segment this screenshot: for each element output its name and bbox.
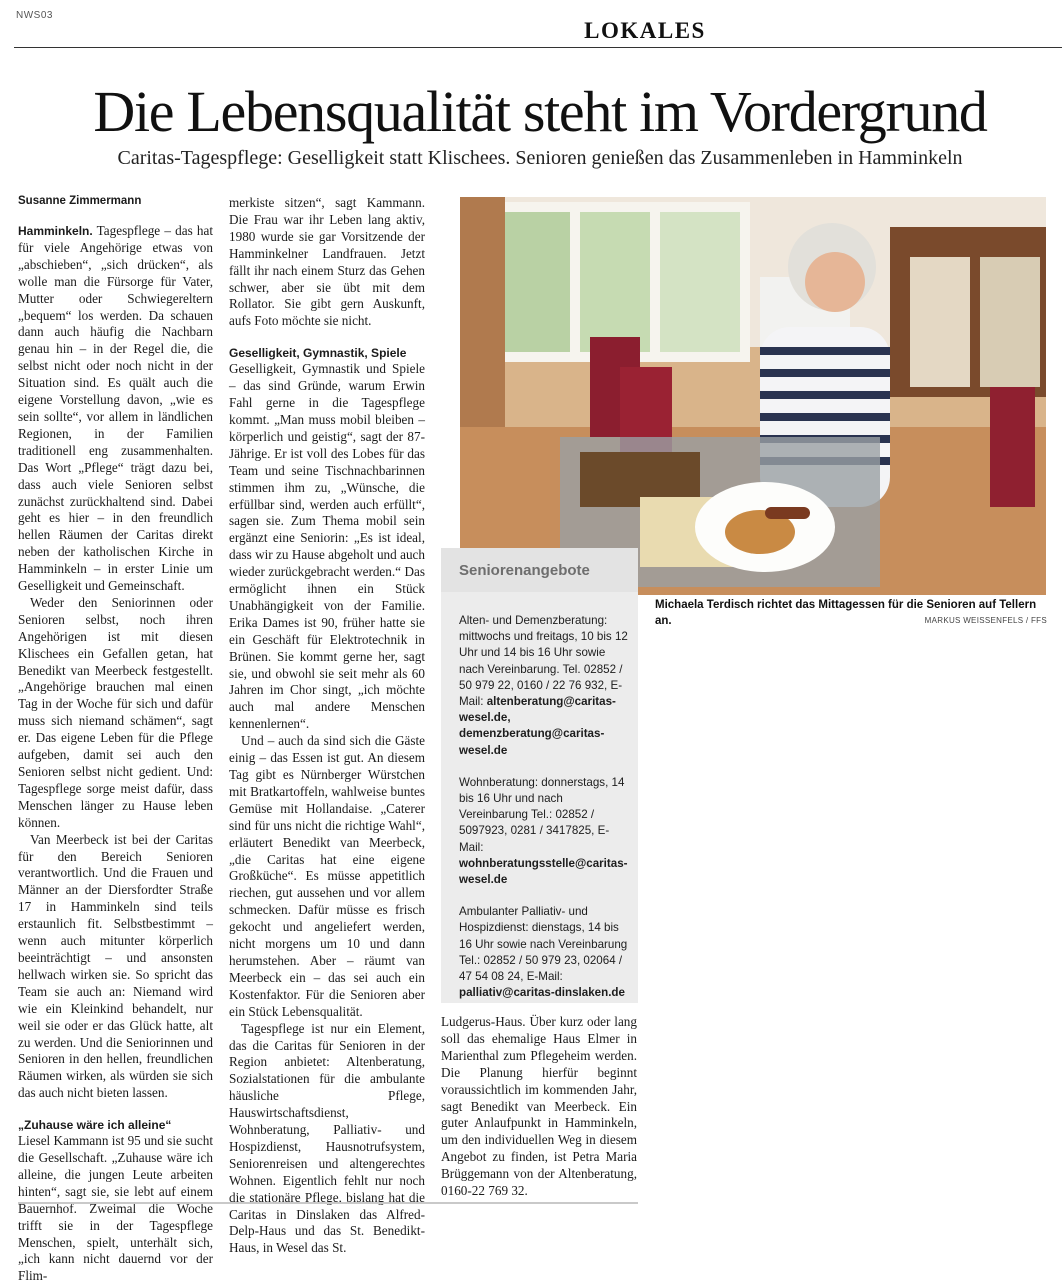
infobox-entry (459, 613, 629, 759)
article-column-1 (18, 195, 213, 1285)
infobox-entry-text: Wohnberatung: donnerstags, 14 bis 16 Uhr und nach Vereinbarung Tel.: 02852 / 5097923, 0281 / 3417825, E-Mail: (459, 775, 625, 854)
article-photo (460, 197, 1046, 595)
paragraph: Und – auch da sind sich die Gäste einig – das Essen ist gut. An diesem Tag gibt es Nürnberger Würstchen mit Bratkartoffeln, wahlweise buntes Gemüse mit Hollandaise. „Caterer sind für uns nicht die richtige Wahl“, erläutert Benedikt van Meerbeck, „die Caritas hat eine eigene Großküche“. Es müsse appetitlich riechen, gut aussehen und vor allem schmecken. Dafür müsse es frisch gekocht und angeliefert werden, nicht morgens um 10 und dann herumstehen. Aber – räumt van Meerbeck ein – das sei auch ein Kostenfaktor. Für die Senioren aber ein Stück Lebensqualität. (229, 733, 425, 1019)
headline: Die Lebensqualität steht im Vordergrund (93, 79, 987, 144)
article-column-2 (229, 195, 425, 1257)
infobox-entry-text: Ambulanter Palliativ- und Hospizdienst: dienstags, 14 bis 16 Uhr sowie nach Vereinbarung Tel.: 02852 / 50 979 23, 02064 / 47 54 08 24, E-Mail: (459, 905, 628, 984)
email-address[interactable]: wohnberatungsstelle@caritas-wesel.de (459, 856, 628, 887)
infobox-entry-text: Alten- und Demenzberatung: mittwochs und freitags, 10 bis 12 Uhr und 14 bis 16 Uhr sowie nach Vereinbarung. Tel. 02852 / 50 979 22, 0160 / 22 76 932, E-Mail: (459, 614, 628, 709)
subheading: Geselligkeit, Gymnastik, Spiele (229, 346, 407, 361)
paragraph: Geselligkeit, Gymnastik und Spiele – das sind Gründe, warum Erwin Fahl gerne in die Tagespflege kommt. „Man muss mobil bleiben – körperlich und geistig“, sagt der 87-Jährige. Er ist voll des Lobes für das Team und seine Tischnachbarinnen stimmen ihm zu, „Wünsche, die erfüllbar sind, werden auch erfüllt“, sagen sie. Zum Thema mobil sein ergänzt eine Seniorin: „Es ist ideal, dass wir zu Hause abgeholt und auch wieder zurückgebracht werden.“ Das ermöglicht ihnen ein Stück Unabhängigkeit von der Familie. Erika Dames ist 90, früher hatte sie ein Geschäft für Elektrotechnik in Brünen. Sie kommt gerne her, sagt sie, und obwohl sie seit mehr als 60 Jahren im Chor singt, „ich möchte auch mal andere Menschen kennenlernen“. (229, 361, 425, 732)
infobox-title: Seniorenangebote (459, 562, 590, 579)
author: Susanne Zimmermann (18, 195, 142, 207)
paragraph: Liesel Kammann ist 95 und sie sucht die Gesellschaft. „Zuhause wäre ich alleine, die jungen Leute arbeiten hinten“, sagt sie, sie lebt auf einem Bauernhof. Zweimal die Woche trifft sie in der Tagespflege Menschen, spielt, unterhält sich, „ich kann nicht dauernd vor der Flim- (18, 1133, 213, 1284)
email-address[interactable]: altenberatung@caritas-wesel.de, demenzberatung@caritas-wesel.de (459, 695, 616, 757)
paragraph (18, 223, 213, 595)
paragraph: Ludgerus-Haus. Über kurz oder lang soll das ehemalige Haus Elmer in Marienthal zum Pflegeheim werden. Die Planung hierfür beginnt voraussichtlich im kommenden Jahr, sagt Benedikt van Meerbeck. Ein guter Anlaufpunkt in Hamminkeln, um den individuellen Weg in diesem Angebot zu finden, ist Petra Maria Brüggemann von der Altenberatung, 0160-22 769 32. (441, 1014, 637, 1199)
photo-illustration (460, 197, 1046, 595)
page-code: NWS03 (16, 10, 53, 21)
dateline: Hamminkeln. (18, 224, 93, 238)
infobox-entry (459, 904, 629, 1001)
subheading: „Zuhause wäre ich alleine“ (18, 1118, 172, 1133)
section-title: LOKALES (584, 18, 706, 43)
paragraph: Tagespflege ist nur ein Element, das die Caritas für Senioren in der Region anbietet: Altenberatung, Sozialstationen für die ambulante häusliche Pflege, Hauswirtschaftsdienst, Wohnberatung, Palliativ- und Hospizdienst, Hausnotrufsystem, Seniorenreisen und altengerechtes Wohnen. Eigentlich fehlt nur noch die stationäre Pflege, bislang hat die Caritas in Dinslaken das Alfred-Delp-Haus und das St. Benedikt-Haus, in Wesel das St. (229, 1020, 425, 1256)
photo-credit: MARKUS WEISSENFELS / FFS (924, 616, 1047, 625)
article-column-3 (441, 1014, 637, 1200)
paragraph: merkiste sitzen“, sagt Kammann. Die Frau war ihr Leben lang aktiv, 1980 wurde sie gar Vorsitzende der Hamminkelner Landfrauen. Jetzt fällt ihr nach einem Sturz das Gehen schwer, aber sie übt mit dem Rollator. Sie gibt gern Auskunft, aufs Foto möchte sie nicht. (229, 195, 425, 329)
infobox-content (459, 613, 629, 1017)
top-rule (14, 47, 1062, 48)
subheadline: Caritas-Tagespflege: Geselligkeit statt Klischees. Senioren genießen das Zusammenleben in Hamminkeln (117, 147, 963, 169)
bottom-rule (18, 1202, 638, 1204)
photo-caption: Michaela Terdisch richtet das Mittagessen für die Senioren auf Tellern an. (655, 599, 1037, 627)
infobox-entry (459, 775, 629, 888)
paragraph-text: Tagespflege – das hat für viele Angehörige etwas von „abschieben“, „sich drücken“, als wolle man die Fürsorge für Vater, Mutter oder Schwiegereltern „bequem“ los werden. Da schauen dann auch häufig die Nachbarn genau hin – in der Regel die, die selbst nicht oder noch nicht in der Situation sind. Es quält auch die eigene Vorstellung davon, „wie es sein sollte“, vor allem in ländlichen Regionen, in der Familien traditionell eng zusammenhalten. Das Wort „Pflege“ trägt dazu bei, dass auch viele Senioren selbst zunächst zurückhaltend sind. Dabei geht es hier – in den freundlich hellen Räumen der Caritas direkt neben der katholischen Kirche in Hamminkeln – in erster Linie um Geselligkeit und Gemeinschaft. (18, 223, 213, 594)
paragraph: Weder den Seniorinnen oder Senioren selbst, noch ihren Angehörigen ist mit diesen Klischees ein Gefallen getan, hat Benedikt van Meerbeck festgestellt. „Angehörige brauchen mal einen Tag in der Woche für sich und dafür muss sich niemand schämen“, sagt er. Das eigene Leben für die Pflege aufgeben, damit sei auch den Senioren selbst nicht gedient. Und: Tagespflege sorge meist dafür, dass Menschen länger zu Hause leben können. (18, 594, 213, 830)
email-address[interactable]: palliativ@caritas-dinslaken.de (459, 986, 625, 1000)
paragraph: Van Meerbeck ist bei der Caritas für den Bereich Senioren verantwortlich. Und die Frauen und Männer an der Diersfordter Straße 17 in Hamminkeln sind teils erstaunlich fit. Selbstbestimmt – wenn auch mitunter körperlich beeinträchtigt – und ansonsten hellwach wirken sie. So spricht das Team sie auch an: Niemand wird wie ein Kleinkind behandelt, nur weil sie oder er das Glück hatte, alt zu werden. Und die Seniorinnen und Senioren in den hellen, freundlichen Räumen wirken, als würden sie sich das auch nicht bieten lassen. (18, 831, 213, 1101)
